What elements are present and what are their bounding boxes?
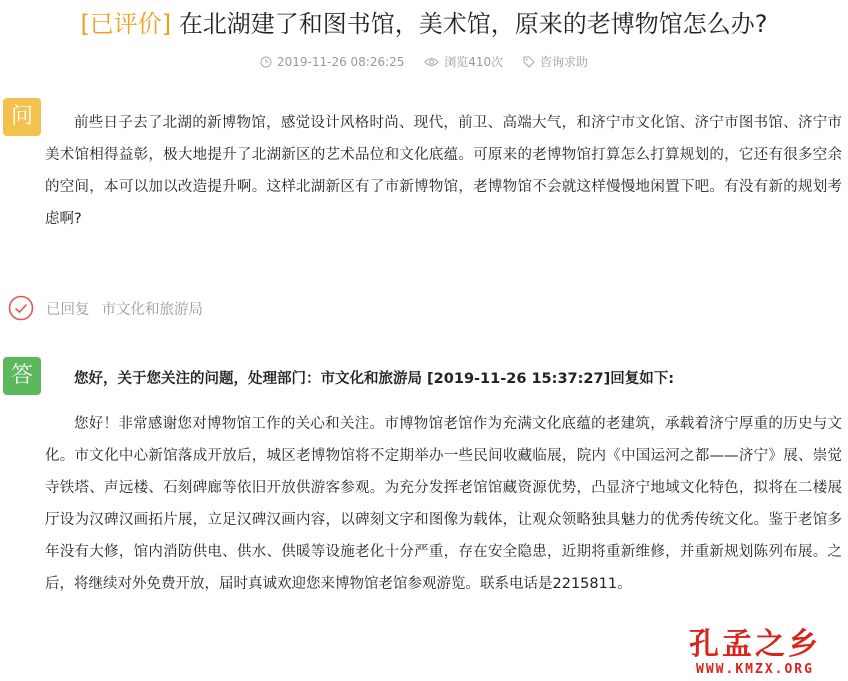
eye-icon [424, 56, 439, 68]
clock-icon [260, 56, 272, 68]
question-badge: 问 [3, 98, 41, 136]
site-watermark [670, 627, 840, 677]
category-text: 咨询求助 [540, 55, 589, 69]
watermark-url: WWW.KMZX.ORG [696, 662, 814, 677]
reply-status [8, 295, 203, 321]
meta-bar [0, 52, 848, 74]
title-text: 在北湖建了和图书馆，美术馆，原来的老博物馆怎么办? [178, 10, 768, 38]
answer-text: 您好！非常感谢您对博物馆工作的关心和关注。市博物馆老馆作为充满文化底蕴的老建筑，承载着济宁厚重的历史与文化。市文化中心新馆落成开放后，城区老博物馆将不定期举办一些民间收藏临展，院内《中国运河之都——济宁》展、崇觉寺铁塔、声远楼、石刻碑廊等依旧开放供游客参观。为充分发挥老馆馆藏资源优势，凸显济宁地域文化特色，拟将在二楼展厅设为汉碑汉画拓片展，立足汉碑汉画内容，以碑刻文字和图像为载体，让观众领略独具魅力的优秀传统文化。鉴于老馆多年没有大修，馆内消防供电、供水、供暖等设施老化十分严重，存在安全隐患，近期将重新维修，并重新规划陈列布展。之后，将继续对外免费开放，届时真诚欢迎您来博物馆老馆参观游览。联系电话是2215811。 [45, 416, 842, 592]
meta-views [424, 52, 503, 72]
answer-heading: 您好，关于您关注的问题，处理部门：市文化和旅游局 [2019-11-26 15:37:27]回复如下: [74, 371, 675, 387]
datetime-text: 2019-11-26 08:26:25 [276, 55, 405, 69]
status-tag: [已评价] [80, 10, 172, 38]
page-title [0, 6, 848, 42]
reply-status-label: 已回复 [46, 301, 90, 318]
question-text: 前些日子去了北湖的新博物馆，感觉设计风格时尚、现代，前卫、高端大气，和济宁市文化馆、济宁市图书馆、济宁市美术馆相得益彰，极大地提升了北湖新区的艺术品位和文化底蕴。可原来的老博物馆打算怎么打算规划的，它还有很多空余的空间，本可以加以改造提升啊。这样北湖新区有了市新博物馆，老博物馆不会就这样慢慢地闲置下吧。有没有新的规划考虑啊? [45, 115, 842, 227]
reply-department: 市文化和旅游局 [101, 301, 203, 318]
answer-badge: 答 [3, 357, 41, 395]
tag-icon [523, 56, 535, 68]
meta-datetime [260, 52, 404, 72]
meta-category [523, 52, 588, 72]
check-circle-icon [8, 295, 34, 321]
watermark-logo: 孔孟之乡 [689, 627, 821, 662]
views-text: 浏览410次 [444, 55, 504, 69]
